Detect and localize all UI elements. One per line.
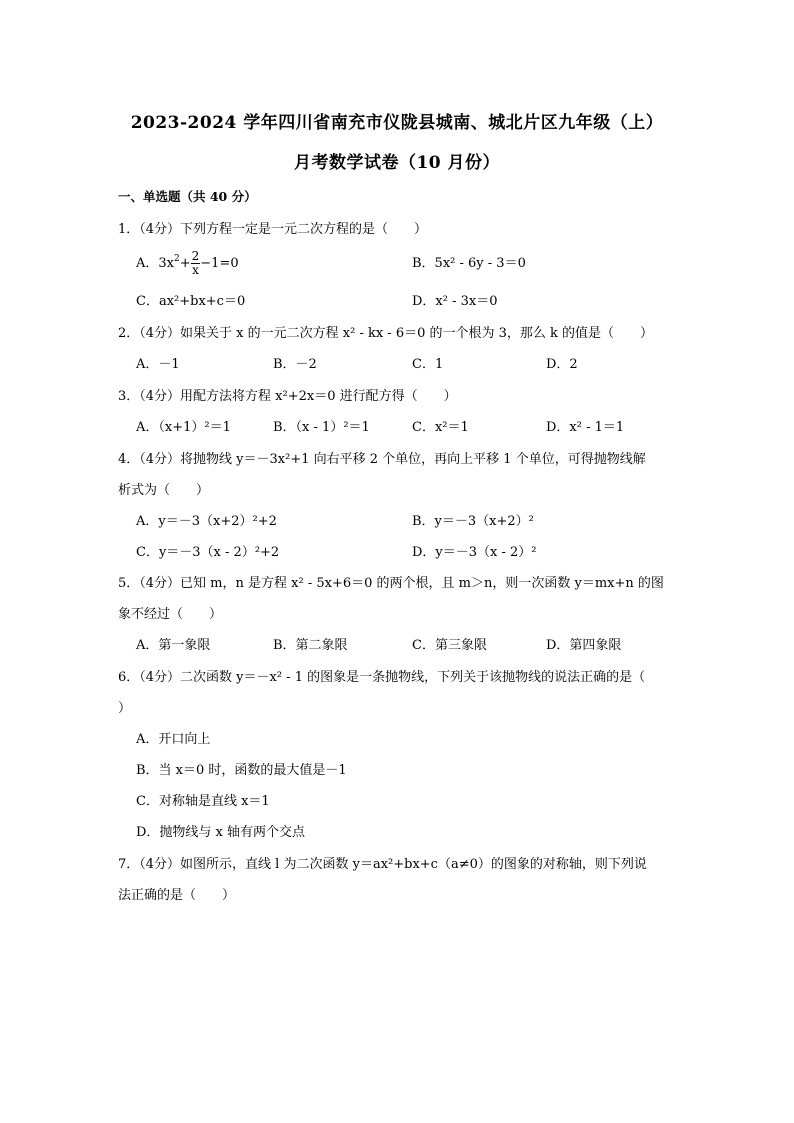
question-7-stem-line2: 法正确的是（ ） (118, 888, 236, 903)
question-5-option-d: D．第四象限 (546, 638, 622, 653)
question-1-option-a (136, 250, 239, 277)
question-4-option-b: B．y＝－3（x+2）² (412, 514, 534, 529)
question-6-stem-line2: ） (118, 701, 132, 716)
option-a-tail: −1=0 (200, 256, 239, 271)
fraction-denominator: x (192, 263, 199, 277)
question-4-option-d: D．y＝－3（x - 2）² (412, 545, 537, 560)
question-5-option-c: C．第三象限 (412, 638, 487, 653)
option-a-term: 3x (158, 256, 174, 271)
question-1-option-d: D．x² - 3x＝0 (412, 294, 498, 309)
question-7-stem-line1: 7．（4分）如图所示，直线 l 为二次函数 y＝ax²+bx+c（a≠0）的图象的对称轴，则下列说 (118, 857, 647, 872)
question-2-option-c: C．1 (412, 357, 444, 372)
question-3-option-a: A．（x+1）²＝1 (136, 420, 231, 435)
question-4-option-c: C．y＝－3（x - 2）²+2 (136, 545, 280, 560)
question-6-option-c: C．对称轴是直线 x＝1 (136, 794, 270, 809)
question-1-option-b: B．5x² - 6y - 3＝0 (412, 256, 526, 271)
option-a-fraction (191, 250, 201, 277)
question-2-option-d: D．2 (546, 357, 578, 372)
question-4-stem-line1: 4．（4分）将抛物线 y＝－3x²+1 向右平移 2 个单位，再向上平移 1 个单位，可得抛物线解 (118, 452, 646, 467)
option-label: A． (136, 256, 159, 271)
question-6-option-b: B．当 x＝0 时，函数的最大值是－1 (136, 763, 347, 778)
question-1-stem: 1．（4分）下列方程一定是一元二次方程的是（ ） (118, 222, 428, 237)
question-2-option-a: A．－1 (136, 357, 180, 372)
question-6-option-d: D．抛物线与 x 轴有两个交点 (136, 825, 306, 840)
question-3-option-d: D．x² - 1＝1 (546, 420, 625, 435)
question-3-stem: 3．（4分）用配方法将方程 x²+2x＝0 进行配方得（ ） (118, 389, 457, 404)
question-5-stem-line2: 象不经过（ ） (118, 607, 223, 622)
fraction-numerator: 2 (191, 249, 200, 263)
question-6-option-a: A．开口向上 (136, 732, 211, 747)
exam-title-line1: 2023-2024 学年四川省南充市仪陇县城南、城北片区九年级（上） (130, 113, 664, 133)
question-4-stem-line2: 析式为（ ） (118, 483, 210, 498)
exam-title-line2: 月考数学试卷（10 月份） (293, 153, 501, 173)
question-3-option-b: B．（x - 1）²＝1 (273, 420, 370, 435)
question-1-option-c: C．ax²+bx+c＝0 (136, 294, 246, 309)
question-2-stem: 2．（4分）如果关于 x 的一元二次方程 x² - kx - 6＝0 的一个根为 3，那么 k 的值是（ ） (118, 326, 654, 341)
section-heading: 一、单选题（共 40 分） (118, 189, 257, 204)
option-a-plus: + (179, 256, 191, 271)
question-2-option-b: B．－2 (273, 357, 317, 372)
question-5-option-b: B．第二象限 (273, 638, 348, 653)
option-a-exponent: 2 (174, 254, 180, 264)
question-5-option-a: A．第一象限 (136, 638, 211, 653)
question-6-stem-line1: 6．（4分）二次函数 y＝－x² - 1 的图象是一条抛物线，下列关于该抛物线的说法正确的是（ (118, 670, 646, 685)
question-4-option-a: A．y＝－3（x+2）²+2 (136, 514, 277, 529)
question-3-option-c: C．x²＝1 (412, 420, 469, 435)
question-5-stem-line1: 5．（4分）已知 m，n 是方程 x² - 5x+6＝0 的两个根，且 m＞n，则一次函数 y＝mx+n 的图 (118, 576, 664, 591)
